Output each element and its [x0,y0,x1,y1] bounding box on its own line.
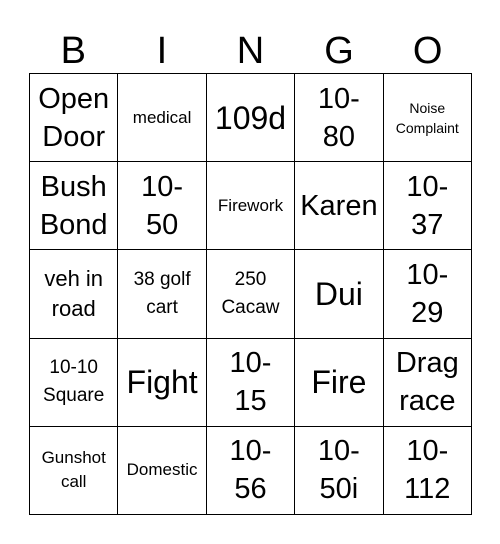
header-letter-o: O [412,30,443,72]
bingo-cell[interactable] [118,250,206,338]
cell-text: Drag race [395,347,459,418]
header-letter-b: B [60,30,86,72]
cell-text: 10- 29 [406,258,449,329]
cell-text: veh in road [44,265,104,321]
cell-text: 109d [214,99,287,136]
bingo-cell[interactable] [207,339,295,427]
bingo-cell[interactable] [118,339,206,427]
header-letter-n: N [236,30,265,72]
cell-text: 10- 37 [406,170,449,241]
cell-text: 38 golf cart [133,268,191,318]
bingo-cell[interactable] [30,339,118,427]
bingo-cell[interactable] [384,162,472,250]
bingo-cell[interactable] [295,427,383,515]
bingo-cell[interactable] [30,250,118,338]
cell-text: 10- 50 [141,170,184,241]
bingo-cell[interactable] [295,74,383,162]
bingo-cell[interactable] [295,162,383,250]
bingo-cell[interactable] [207,427,295,515]
cell-text: Bush Bond [39,170,108,241]
bingo-cell[interactable] [30,74,118,162]
cell-text: Karen [300,189,378,222]
bingo-header [29,28,472,74]
cell-text: 10- 80 [317,82,360,153]
cell-text: 10-10 Square [43,357,105,407]
bingo-cell[interactable] [207,162,295,250]
bingo-cell[interactable] [384,427,472,515]
cell-text: 10- 50i [317,435,360,506]
cell-text: Noise Complaint [395,99,459,136]
cell-text: medical [132,107,192,127]
cell-text: 10- 15 [229,347,272,418]
bingo-cell[interactable] [384,74,472,162]
bingo-cell[interactable] [118,74,206,162]
bingo-cell[interactable] [118,162,206,250]
header-letter-i: I [156,30,168,72]
bingo-cell[interactable] [207,250,295,338]
bingo-cell[interactable] [30,162,118,250]
cell-text: Dui [314,275,363,312]
bingo-grid [29,73,472,515]
cell-text: 10- 112 [404,435,451,506]
bingo-cell[interactable] [384,250,472,338]
cell-text: 250 Cacaw [221,268,280,318]
cell-text: Fire [311,364,367,401]
cell-text: Fight [126,364,198,401]
bingo-cell[interactable] [207,74,295,162]
cell-text: 10- 56 [229,435,272,506]
bingo-cell[interactable] [30,427,118,515]
bingo-cell[interactable] [118,427,206,515]
bingo-cell[interactable] [295,250,383,338]
bingo-cell[interactable] [384,339,472,427]
cell-text: Open Door [38,82,110,153]
cell-text: Gunshot call [41,448,106,492]
header-letter-g: G [324,30,354,72]
bingo-cell[interactable] [295,339,383,427]
cell-text: Domestic [126,460,198,480]
cell-text: Firework [217,195,284,215]
